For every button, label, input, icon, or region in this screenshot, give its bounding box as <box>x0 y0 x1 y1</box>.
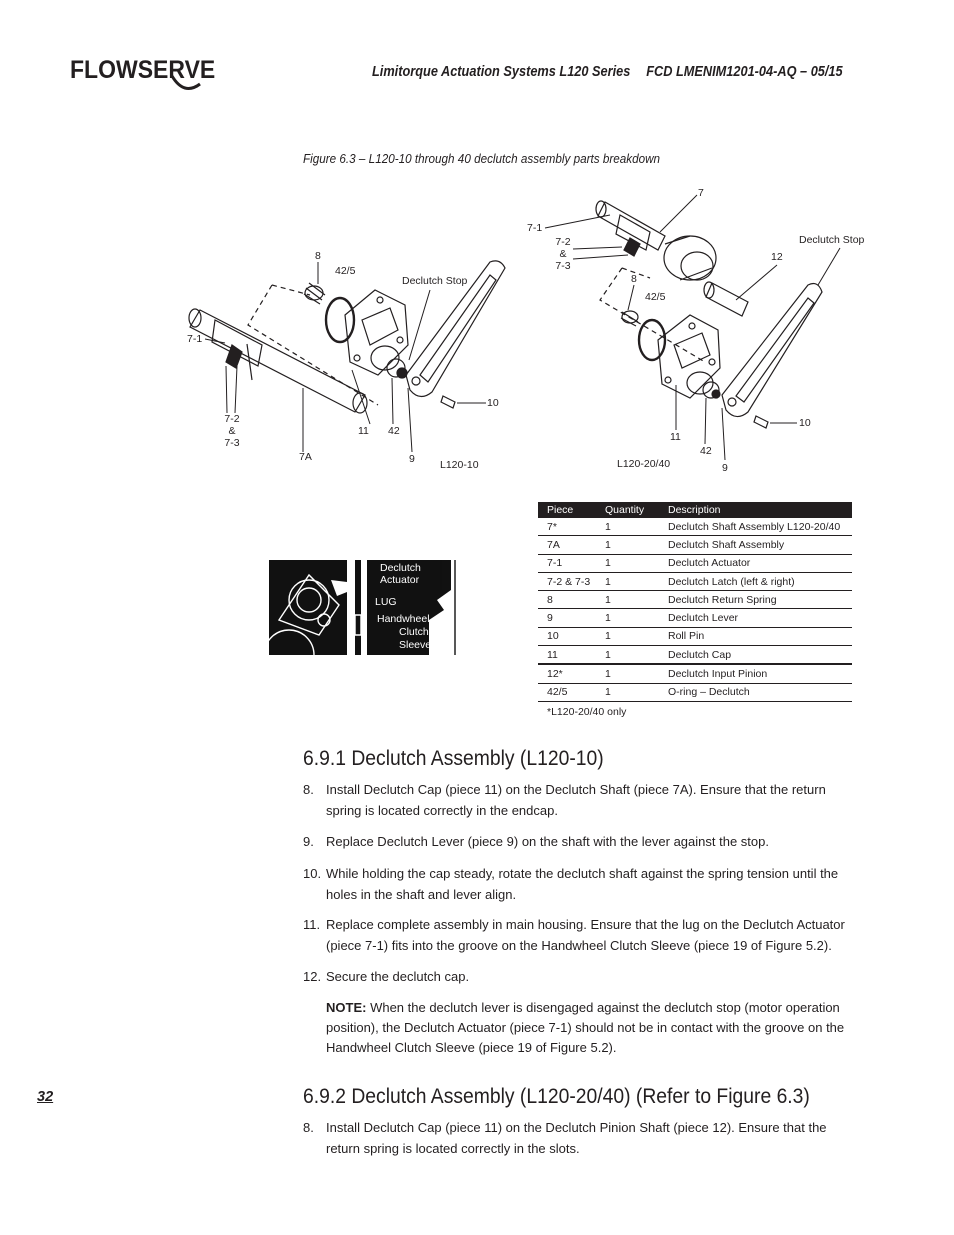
right-callout-7: 7 <box>698 187 704 199</box>
cell-description: Declutch Cap <box>659 646 852 665</box>
right-callout-8: 8 <box>631 273 637 285</box>
right-callout-7-3: 7-3 <box>555 260 571 272</box>
note-label: NOTE: <box>326 1000 367 1015</box>
cell-quantity: 1 <box>596 536 659 554</box>
left-callout-10: 10 <box>487 397 499 409</box>
left-oring <box>326 298 354 342</box>
right-callout-9: 9 <box>722 462 728 474</box>
right-oring <box>639 320 665 360</box>
table-row <box>538 554 852 572</box>
table-row <box>538 536 852 554</box>
right-cap <box>658 315 720 398</box>
left-callout-42-5: 42/5 <box>335 265 356 277</box>
table-row <box>538 609 852 627</box>
cell-description: Declutch Input Pinion <box>659 664 852 683</box>
left-roll-pin <box>441 396 455 408</box>
inset-label-clutch: Clutch <box>399 626 429 638</box>
left-callout-11: 11 <box>358 425 369 437</box>
right-pinion-shaft <box>704 282 748 316</box>
left-callout-declutch-stop: Declutch Stop <box>402 275 468 287</box>
step-text: Replace Declutch Lever (piece 9) on the shaft with the lever against the stop. <box>326 834 769 849</box>
cell-quantity: 1 <box>596 591 659 609</box>
cell-description: O-ring – Declutch <box>659 683 852 701</box>
header-title: Limitorque Actuation Systems L120 Series <box>372 64 631 80</box>
cell-description: Declutch Actuator <box>659 554 852 572</box>
note-text: When the declutch lever is disengaged against the declutch stop (motor operation position), the Declutch Actuator (piece 7-1) should not be in contact with the groove on the Handwheel Clutch Sleeve (piece 19 of Figure 5.2). <box>326 1000 845 1055</box>
inset-label-declutch: Declutch <box>380 562 421 574</box>
left-callout-7-2: 7-2 <box>224 413 240 425</box>
cell-description: Declutch Latch (left & right) <box>659 572 852 590</box>
step-text: Install Declutch Cap (piece 11) on the Declutch Pinion Shaft (piece 12). Ensure that the return spring is located correctly in the slots. <box>326 1120 827 1156</box>
right-callout-7-1: 7-1 <box>527 222 543 234</box>
table-row <box>538 646 852 665</box>
step-691-12 <box>303 966 863 987</box>
cell-piece: 7A <box>538 536 596 554</box>
right-callout-12: 12 <box>771 251 783 263</box>
step-number: 12. <box>303 969 322 984</box>
left-callout-7a: 7A <box>299 451 312 463</box>
right-callout-7-2: 7-2 <box>555 236 571 248</box>
step-number: 8. <box>303 1120 314 1135</box>
inset-label-actuator: Actuator <box>380 574 420 586</box>
page-number: 32 <box>37 1089 54 1105</box>
step-text: Replace complete assembly in main housing. Ensure that the lug on the Declutch Actuator (piece 7-1) fits into the groove on the Handwheel Clutch Sleeve (piece 19 of Figure 5.2). <box>326 917 845 953</box>
left-callout-42: 42 <box>388 425 400 437</box>
step-number: 9. <box>303 834 314 849</box>
right-model-label: L120-20/40 <box>617 458 671 470</box>
cell-quantity: 1 <box>596 646 659 665</box>
left-callout-amp: & <box>228 425 236 437</box>
table-row <box>538 627 852 645</box>
cell-piece: 9 <box>538 609 596 627</box>
left-cap <box>345 290 408 378</box>
cell-quantity: 1 <box>596 664 659 683</box>
left-callout-9: 9 <box>409 453 415 465</box>
step-number: 8. <box>303 782 314 797</box>
flowserve-logo: FLOWSERVE <box>70 56 216 84</box>
cell-piece: 7-2 & 7-3 <box>538 572 596 590</box>
lug-detail-drawing <box>269 560 468 655</box>
cell-piece: 7* <box>538 518 596 536</box>
left-callout-7-1: 7-1 <box>187 333 203 345</box>
cell-description: Declutch Shaft Assembly <box>659 536 852 554</box>
cell-quantity: 1 <box>596 572 659 590</box>
step-text: Install Declutch Cap (piece 11) on the Declutch Shaft (piece 7A). Ensure that the return spring is located correctly in the endcap. <box>326 782 826 818</box>
step-691-10 <box>303 863 863 905</box>
inset-label-lug: LUG <box>375 596 397 608</box>
cell-piece: 10 <box>538 627 596 645</box>
right-roll-pin <box>754 416 768 428</box>
cell-piece: 12* <box>538 664 596 683</box>
table-row <box>538 683 852 701</box>
col-piece: Piece <box>538 502 596 518</box>
right-callout-42: 42 <box>700 445 712 457</box>
right-callout-10: 10 <box>799 417 811 429</box>
step-text: Secure the declutch cap. <box>326 969 470 984</box>
table-row <box>538 572 852 590</box>
col-quantity: Quantity <box>596 502 659 518</box>
left-callout-7-3: 7-3 <box>224 437 240 449</box>
figure-caption: Figure 6.3 – L120-10 through 40 declutch assembly parts breakdown <box>303 151 661 166</box>
right-leader-lines <box>545 195 840 460</box>
parts-table <box>538 502 852 702</box>
step-691-11 <box>303 914 863 956</box>
table-row <box>538 518 852 536</box>
section-691-note <box>326 998 866 1058</box>
cell-piece: 8 <box>538 591 596 609</box>
cell-quantity: 1 <box>596 518 659 536</box>
cell-quantity: 1 <box>596 683 659 701</box>
cell-quantity: 1 <box>596 554 659 572</box>
right-lever <box>722 284 822 417</box>
cell-description: Declutch Lever <box>659 609 852 627</box>
section-692-heading: 6.9.2 Declutch Assembly (L120-20/40) (Refer to Figure 6.3) <box>303 1085 810 1108</box>
cell-piece: 7-1 <box>538 554 596 572</box>
inset-label-handwheel: Handwheel <box>377 613 430 625</box>
cell-quantity: 1 <box>596 609 659 627</box>
parts-table-header <box>538 502 852 518</box>
cell-quantity: 1 <box>596 627 659 645</box>
inset-label-sleeve: Sleeve <box>399 639 432 651</box>
left-callout-8: 8 <box>315 250 321 262</box>
right-callout-declutch-stop: Declutch Stop <box>799 234 865 246</box>
cell-description: Declutch Shaft Assembly L120-20/40 <box>659 518 852 536</box>
cell-description: Declutch Return Spring <box>659 591 852 609</box>
step-691-9 <box>303 831 863 852</box>
right-pinion-housing <box>664 236 716 280</box>
table-footnote: *L120-20/40 only <box>547 706 627 718</box>
left-spring <box>304 283 325 304</box>
section-691-heading: 6.9.1 Declutch Assembly (L120-10) <box>303 747 604 770</box>
cell-piece: 11 <box>538 646 596 665</box>
right-callout-11: 11 <box>670 431 681 443</box>
step-692-8 <box>303 1117 863 1159</box>
table-row <box>538 664 852 683</box>
col-description: Description <box>659 502 852 518</box>
right-callout-42-5: 42/5 <box>645 291 666 303</box>
step-691-8 <box>303 779 863 821</box>
cell-description: Roll Pin <box>659 627 852 645</box>
step-text: While holding the cap steady, rotate the declutch shaft against the spring tension until the holes in the shaft and lever align. <box>326 866 839 902</box>
right-callout-amp: & <box>559 248 567 260</box>
header-doc-code: FCD LMENIM1201-04-AQ – 05/15 <box>646 64 843 80</box>
table-row <box>538 591 852 609</box>
right-spring <box>621 311 638 326</box>
left-model-label: L120-10 <box>440 459 479 471</box>
step-number: 11. <box>303 917 321 932</box>
step-number: 10. <box>303 866 322 881</box>
left-declutch-shaft <box>189 309 367 413</box>
lug-detail-inset <box>269 560 468 655</box>
cell-piece: 42/5 <box>538 683 596 701</box>
